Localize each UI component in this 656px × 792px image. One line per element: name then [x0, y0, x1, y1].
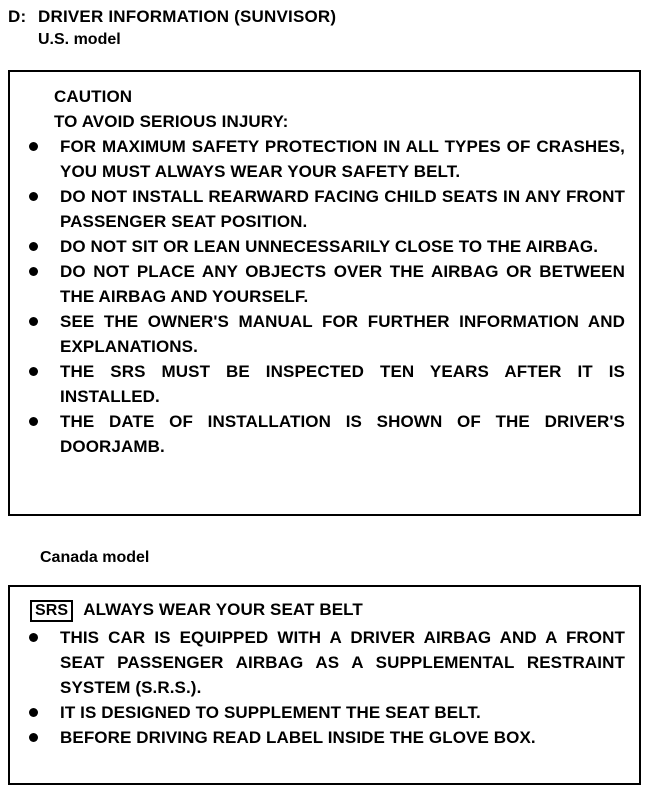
- list-item: [10, 700, 625, 725]
- list-item-text: DO NOT SIT OR LEAN UNNECESSARILY CLOSE TO THE AIRBAG.: [60, 237, 599, 256]
- bullet-icon: [29, 267, 38, 276]
- list-item-text: DO NOT INSTALL REARWARD FACING CHILD SEATS IN ANY FRONT PASSENGER SEAT POSITION.: [60, 187, 625, 231]
- list-item: [10, 359, 625, 409]
- srs-headline: ALWAYS WEAR YOUR SEAT BELT: [83, 600, 363, 619]
- us-caution-list: [10, 134, 625, 459]
- canada-model-label: Canada model: [40, 549, 150, 566]
- list-item-text: FOR MAXIMUM SAFETY PROTECTION IN ALL TYPES OF CRASHES, YOU MUST ALWAYS WEAR YOUR SAFETY BELT.: [60, 137, 625, 181]
- list-item-text: IT IS DESIGNED TO SUPPLEMENT THE SEAT BELT.: [60, 703, 481, 722]
- caution-title: CAUTION: [54, 87, 133, 106]
- section-letter: D:: [8, 7, 27, 26]
- list-item: [10, 309, 625, 359]
- bullet-icon: [29, 317, 38, 326]
- list-item-text: DO NOT PLACE ANY OBJECTS OVER THE AIRBAG OR BETWEEN THE AIRBAG AND YOURSELF.: [60, 262, 625, 306]
- srs-badge: SRS: [30, 600, 73, 622]
- section-heading: [8, 6, 336, 28]
- list-item: [10, 625, 625, 700]
- list-item-text: THIS CAR IS EQUIPPED WITH A DRIVER AIRBAG AND A FRONT SEAT PASSENGER AIRBAG AS A SUPPLEMENTAL RESTRAINT SYSTEM (S.R.S.).: [60, 628, 625, 697]
- list-item: [10, 409, 625, 459]
- bullet-icon: [29, 367, 38, 376]
- list-item: [10, 134, 625, 184]
- caution-intro: TO AVOID SERIOUS INJURY:: [54, 112, 289, 131]
- bullet-icon: [29, 708, 38, 717]
- bullet-icon: [29, 192, 38, 201]
- list-item: [10, 184, 625, 234]
- canada-list: [10, 625, 625, 750]
- canada-srs-box: [8, 585, 641, 785]
- bullet-icon: [29, 733, 38, 742]
- list-item-text: THE DATE OF INSTALLATION IS SHOWN OF THE DRIVER'S DOORJAMB.: [60, 412, 625, 456]
- us-caution-box: [8, 70, 641, 516]
- bullet-icon: [29, 142, 38, 151]
- srs-headline-row: [30, 597, 363, 622]
- list-item: [10, 234, 625, 259]
- list-item: [10, 725, 625, 750]
- list-item-text: THE SRS MUST BE INSPECTED TEN YEARS AFTER IT IS INSTALLED.: [60, 362, 625, 406]
- section-title: DRIVER INFORMATION (SUNVISOR): [38, 7, 337, 26]
- bullet-icon: [29, 633, 38, 642]
- bullet-icon: [29, 417, 38, 426]
- list-item-text: BEFORE DRIVING READ LABEL INSIDE THE GLOVE BOX.: [60, 728, 536, 747]
- list-item: [10, 259, 625, 309]
- list-item-text: SEE THE OWNER'S MANUAL FOR FURTHER INFORMATION AND EXPLANATIONS.: [60, 312, 625, 356]
- us-model-label: U.S. model: [38, 31, 121, 48]
- bullet-icon: [29, 242, 38, 251]
